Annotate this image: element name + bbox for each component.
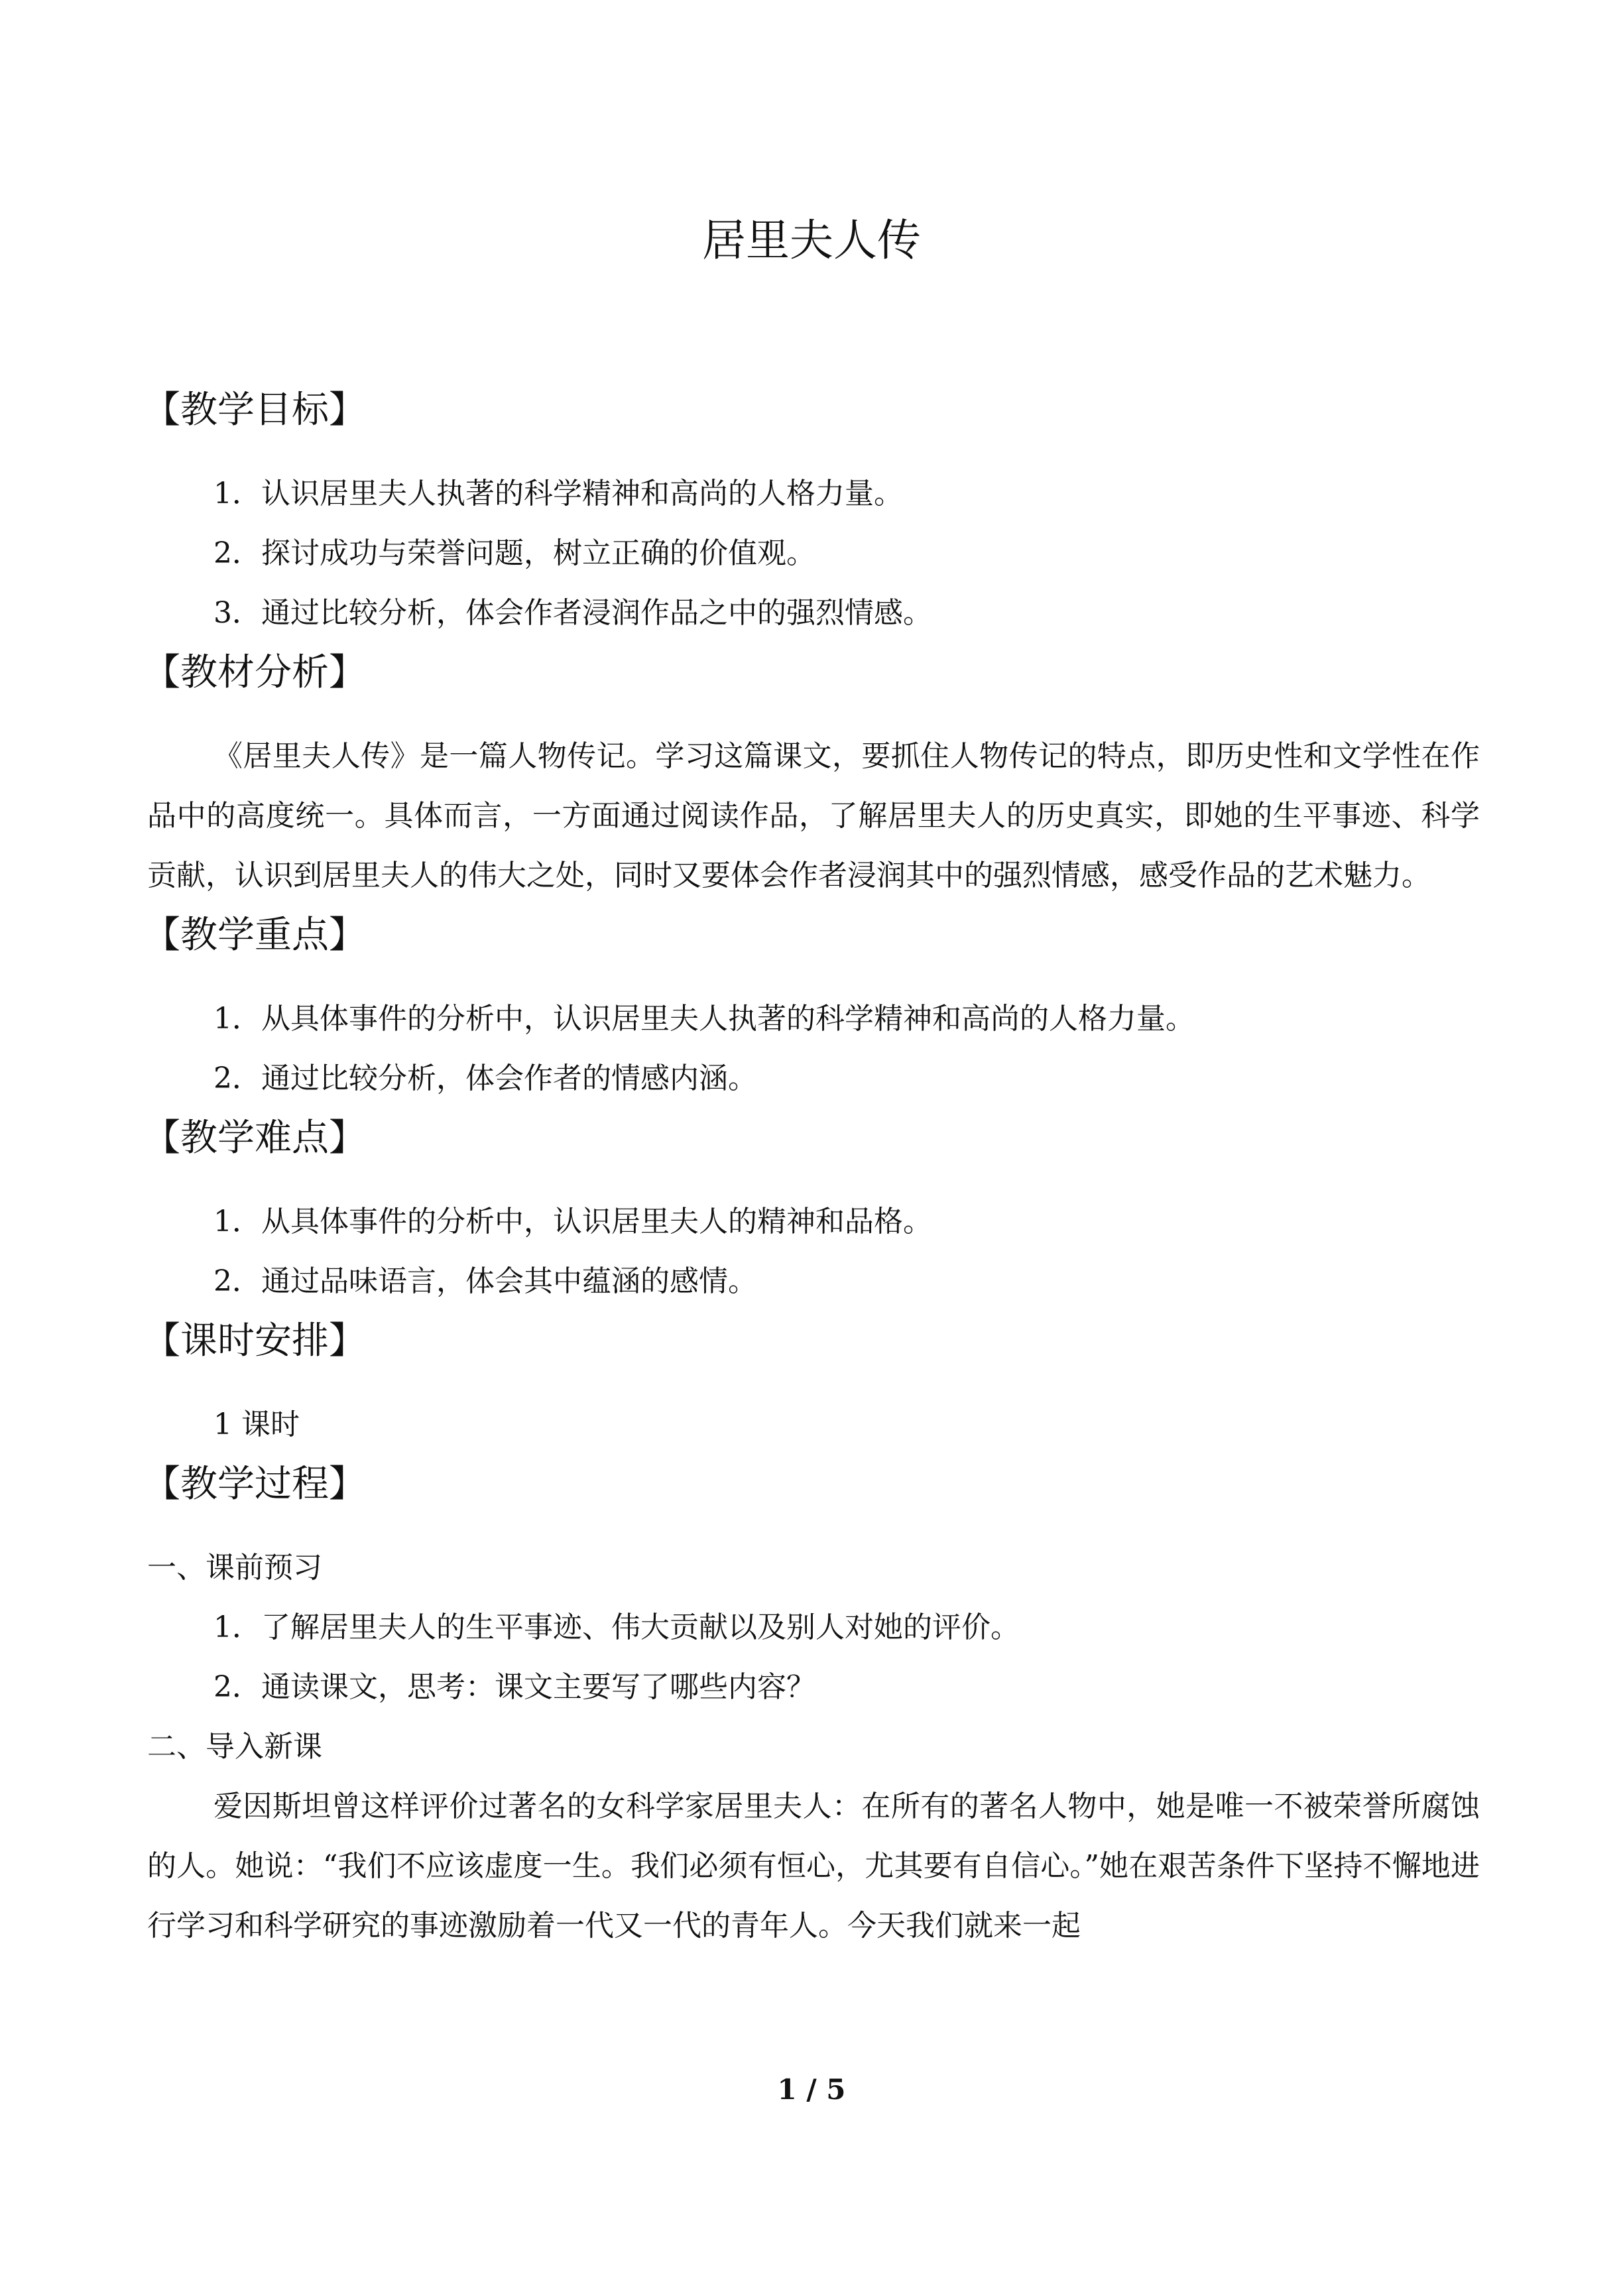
intro-paragraph: 爱因斯坦曾这样评价过著名的女科学家居里夫人：在所有的著名人物中，她是唯一不被荣誉所腐蚀的人。她说：“我们不应该虚度一生。我们必须有恒心，尤其要有自信心。”她在艰苦条件下坚持不懈地进行学习和科学研究的事迹激励着一代又一代的青年人。今天我们就来一起	[147, 1789, 1480, 1943]
section-heading-schedule: 【课时安排】	[143, 1319, 366, 1362]
analysis-paragraph: 《居里夫人传》是一篇人物传记。学习这篇课文，要抓住人物传记的特点，即历史性和文学性在作品中的高度统一。具体而言，一方面通过阅读作品，了解居里夫人的历史真实，即她的生平事迹、科学贡献，认识到居里夫人的伟大之处，同时又要体会作者浸润其中的强烈情感，感受作品的艺术魅力。	[147, 739, 1480, 892]
list-item: 1．从具体事件的分析中，认识居里夫人执著的科学精神和高尚的人格力量。	[213, 1002, 1195, 1036]
subsection-title-intro: 二、导入新课	[147, 1730, 322, 1764]
section-heading-objectives: 【教学目标】	[143, 389, 366, 432]
list-item: 2．通过品味语言，体会其中蕴涵的感情。	[213, 1264, 757, 1298]
list-item: 1．从具体事件的分析中，认识居里夫人的精神和品格。	[213, 1205, 932, 1239]
list-item: 3．通过比较分析，体会作者浸润作品之中的强烈情感。	[213, 596, 932, 630]
subsection-title-preview: 一、课前预习	[147, 1551, 322, 1585]
page-number: 1 / 5	[777, 2073, 846, 2106]
section-heading-key-points: 【教学重点】	[143, 914, 366, 957]
list-item: 1．认识居里夫人执著的科学精神和高尚的人格力量。	[213, 477, 903, 511]
document-body	[143, 381, 1480, 1956]
list-item: 1．了解居里夫人的生平事迹、伟大贡献以及别人对她的评价。	[213, 1610, 1020, 1644]
document-title: 居里夫人传	[702, 215, 921, 266]
list-item: 2．通读课文，思考：课文主要写了哪些内容？	[213, 1670, 815, 1704]
list-item: 2．探讨成功与荣誉问题，树立正确的价值观。	[213, 536, 815, 570]
section-heading-difficulties: 【教学难点】	[143, 1117, 366, 1160]
schedule-text: 1 课时	[213, 1408, 300, 1441]
list-item: 2．通过比较分析，体会作者的情感内涵。	[213, 1061, 757, 1095]
section-heading-analysis: 【教材分析】	[143, 651, 366, 694]
section-heading-process: 【教学过程】	[143, 1463, 366, 1506]
